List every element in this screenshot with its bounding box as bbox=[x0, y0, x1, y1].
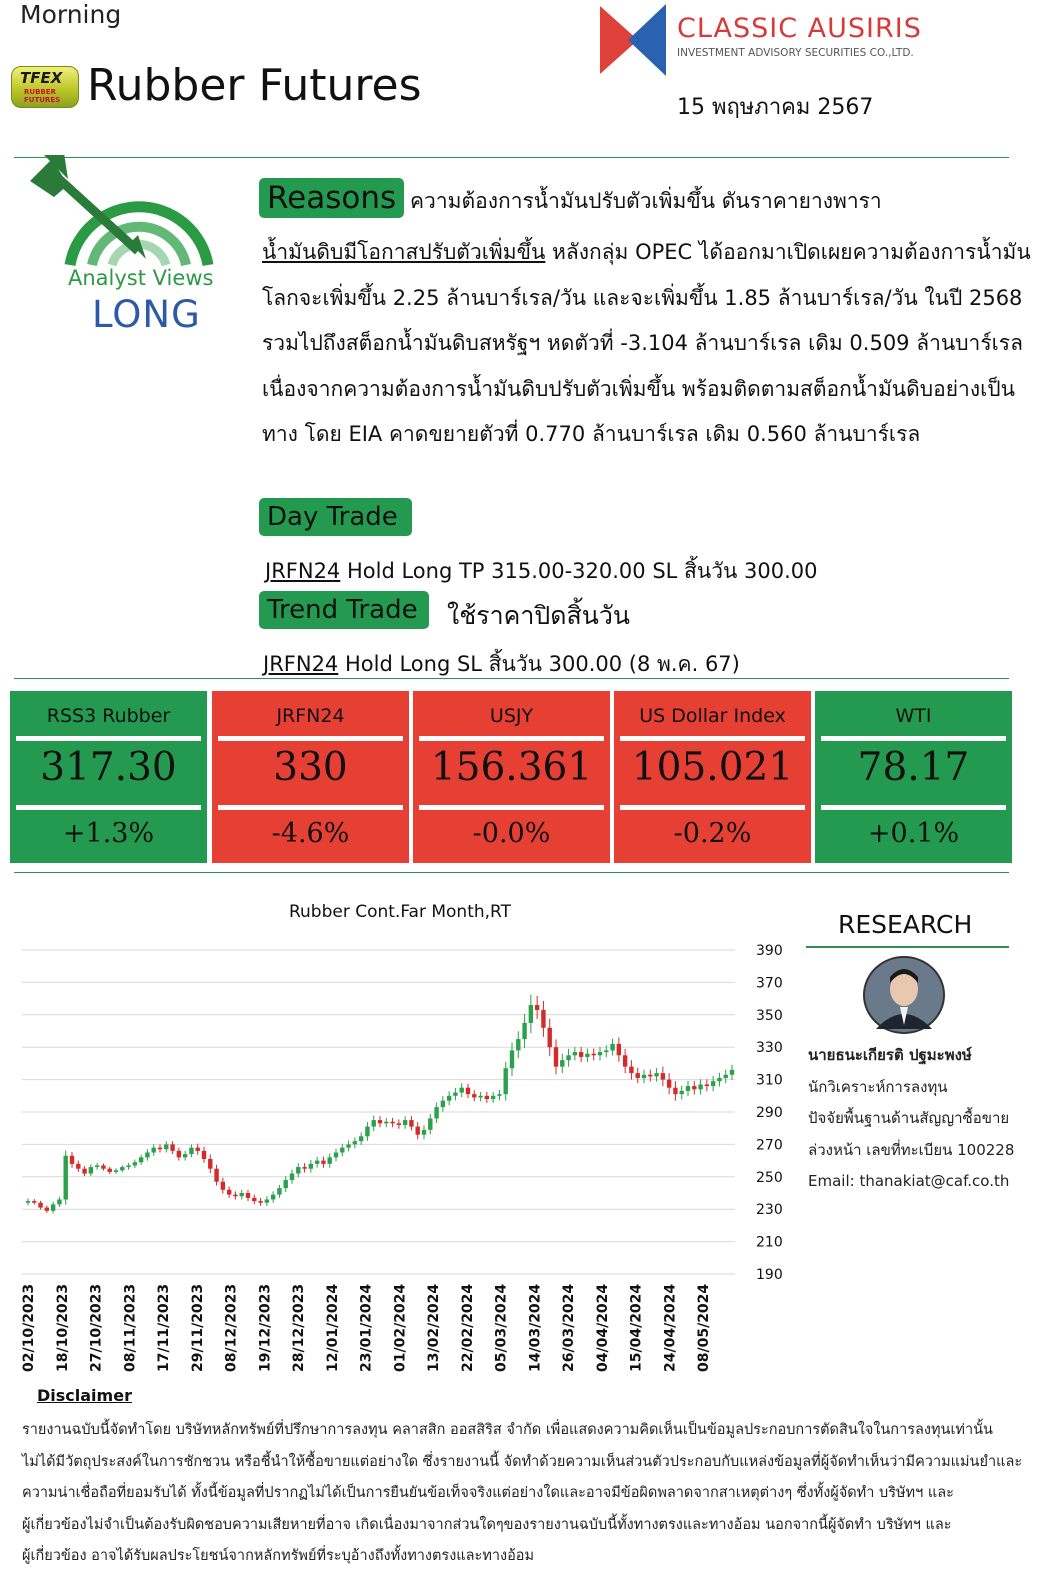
candle-body bbox=[227, 1190, 231, 1195]
y-tick-label: 210 bbox=[756, 1234, 783, 1251]
tile-rss3-rubber bbox=[12, 693, 205, 861]
tfex-rubber-logo bbox=[11, 66, 79, 108]
candle-body bbox=[152, 1148, 156, 1153]
candle-body bbox=[315, 1161, 319, 1164]
reasons-paragraph bbox=[262, 230, 1042, 458]
candle-body bbox=[554, 1047, 558, 1066]
analyst-license: ล่วงหน้า เลขที่ทะเบียน 100228 bbox=[808, 1140, 1015, 1159]
x-tick-label: 02/10/2023 bbox=[21, 1283, 37, 1372]
tile-name: US Dollar Index bbox=[639, 705, 786, 727]
candle-body bbox=[101, 1165, 105, 1168]
candle-body bbox=[604, 1050, 608, 1052]
tile-usjy bbox=[415, 693, 608, 861]
x-tick-label: 29/11/2023 bbox=[189, 1283, 206, 1372]
analyst-email: Email: thanakiat@caf.co.th bbox=[808, 1172, 1010, 1190]
tile-value: 105.021 bbox=[631, 745, 794, 790]
x-tick-label: 22/02/2024 bbox=[459, 1283, 476, 1372]
candle-body bbox=[164, 1144, 168, 1149]
candle-body bbox=[466, 1088, 470, 1094]
candle-body bbox=[221, 1182, 225, 1190]
candle-body bbox=[661, 1073, 665, 1079]
candle-body bbox=[202, 1151, 206, 1159]
candle-body bbox=[680, 1091, 684, 1094]
day-trade-line bbox=[265, 555, 818, 588]
candle-body bbox=[529, 1005, 533, 1023]
candle-body bbox=[535, 1005, 539, 1010]
disclaimer-line: ผู้เกี่ยวข้องไม่จำเป็นต้องรับผิดชอบความเสียหายที่อาจ เกิดเนื่องมาจากส่วนใดๆของรายงานฉบับนี้ทั้งทางตรงและทางอ้อม นอกจากนี้ผู้จัดทำ บริษัทฯ และ bbox=[22, 1516, 952, 1533]
candle-body bbox=[108, 1169, 112, 1172]
x-tick-label: 15/04/2024 bbox=[628, 1283, 645, 1372]
candle-body bbox=[397, 1123, 401, 1125]
candle-body bbox=[76, 1164, 80, 1169]
tile-change: -4.6% bbox=[271, 818, 350, 849]
candle-body bbox=[365, 1127, 369, 1137]
candle-body bbox=[328, 1157, 332, 1163]
candle-body bbox=[560, 1060, 564, 1066]
candle-body bbox=[485, 1096, 489, 1099]
y-tick-label: 390 bbox=[756, 943, 783, 959]
target-dart-icon bbox=[30, 155, 215, 275]
candle-body bbox=[629, 1067, 633, 1073]
candle-body bbox=[416, 1127, 420, 1135]
y-tick-label: 310 bbox=[756, 1072, 783, 1089]
candle-body bbox=[692, 1086, 696, 1089]
candle-body bbox=[38, 1203, 42, 1208]
candle-body bbox=[296, 1167, 300, 1173]
candle-body bbox=[32, 1201, 36, 1203]
tfex-badge-text: TFEX bbox=[20, 69, 63, 87]
candle-body bbox=[642, 1075, 646, 1078]
candle-body bbox=[673, 1088, 677, 1094]
x-tick-label: 27/10/2023 bbox=[88, 1283, 105, 1372]
y-tick-label: 270 bbox=[756, 1137, 783, 1154]
candle-body bbox=[177, 1151, 181, 1157]
tile-name: RSS3 Rubber bbox=[46, 705, 171, 727]
candle-body bbox=[698, 1084, 702, 1089]
x-tick-label: 14/03/2024 bbox=[527, 1283, 544, 1372]
candle-body bbox=[384, 1122, 388, 1124]
candle-body bbox=[214, 1169, 218, 1182]
disclaimer-title: Disclaimer bbox=[37, 1386, 132, 1405]
tile-change: -0.0% bbox=[472, 818, 551, 849]
divider bbox=[14, 872, 1009, 873]
candle-body bbox=[64, 1156, 68, 1200]
tile-jrfn24 bbox=[214, 693, 407, 861]
candle-body bbox=[478, 1096, 482, 1098]
candle-body bbox=[434, 1107, 438, 1118]
trend-trade-line bbox=[263, 648, 740, 681]
y-tick-label: 350 bbox=[756, 1007, 783, 1024]
divider bbox=[14, 678, 1009, 679]
candle-body bbox=[126, 1165, 130, 1167]
candle-body bbox=[277, 1188, 281, 1194]
candle-body bbox=[57, 1199, 61, 1204]
candle-body bbox=[617, 1044, 621, 1055]
candle-body bbox=[233, 1195, 237, 1197]
reasons-lead: น้ำมันดิบมีโอกาสปรับตัวเพิ่มขึ้น bbox=[262, 240, 546, 264]
y-tick-label: 230 bbox=[756, 1202, 783, 1219]
candle-body bbox=[522, 1023, 526, 1039]
candle-body bbox=[724, 1075, 728, 1078]
candle-body bbox=[271, 1195, 275, 1200]
tile-change: -0.2% bbox=[673, 818, 752, 849]
research-underline bbox=[806, 946, 1009, 948]
candle-body bbox=[648, 1075, 652, 1077]
trend-trade-text: Hold Long SL สิ้นวัน 300.00 (8 พ.ค. 67) bbox=[338, 652, 740, 676]
x-tick-label: 28/12/2023 bbox=[291, 1283, 307, 1372]
candle-body bbox=[598, 1052, 602, 1055]
candle-body bbox=[409, 1120, 413, 1126]
page-title: Rubber Futures bbox=[87, 60, 422, 111]
candle-body bbox=[711, 1081, 715, 1086]
candle-body bbox=[378, 1120, 382, 1123]
x-tick-label: 05/03/2024 bbox=[493, 1283, 510, 1372]
candle-body bbox=[579, 1052, 583, 1057]
candle-body bbox=[133, 1162, 137, 1165]
disclaimer-line: ความน่าเชื่อถือที่ยอมรับได้ ทั้งนี้ข้อมูลที่ปรากฏไม่ได้เป็นการยืนยันข้อเท็จจริงแต่อย่างใดและอาจมีข้อผิดพลาดจากสาเหตุต่างๆ ซึ่งทั้งผู้จัดทำ บริษัทฯ และ bbox=[22, 1485, 954, 1501]
tile-value: 156.361 bbox=[430, 745, 593, 790]
brand-name: CLASSIC AUSIRIS bbox=[677, 13, 922, 44]
reasons-body: หลังกลุ่ม OPEC ได้ออกมาเปิดเผยความต้องการน้ำมันโลกจะเพิ่มขึ้น 2.25 ล้านบาร์เรล/วัน และจะเพิ่มขึ้น 1.85 ล้านบาร์เรล/วัน ในปี 2568 รวมไปถึงสต็อกน้ำมันดิบสหรัฐฯ หดตัวที่ -3.104 ล้านบาร์เรล เดิม 0.509 ล้านบาร์เรล เนื่องจากความต้องการน้ำมันดิบปรับตัวเพิ่มขึ้น พร้อมติดตามสต็อกน้ำมันดิบอย่างเป็นทาง โดย EIA คาดขยายตัวที่ 0.770 ล้านบาร์เรล เดิม 0.560 ล้านบาร์เรล bbox=[262, 240, 1031, 446]
research-heading: RESEARCH bbox=[838, 910, 973, 939]
candle-body bbox=[353, 1141, 357, 1144]
candle-body bbox=[114, 1170, 118, 1172]
candle-body bbox=[667, 1080, 671, 1088]
candle-body bbox=[45, 1208, 49, 1211]
analyst-avatar bbox=[862, 955, 946, 1035]
candle-body bbox=[183, 1154, 187, 1157]
analyst-view-long: LONG bbox=[92, 293, 201, 336]
candle-body bbox=[573, 1052, 577, 1055]
tile-us-dollar-index bbox=[616, 693, 809, 861]
x-tick-label: 24/04/2024 bbox=[662, 1283, 679, 1372]
trend-trade-note: ใช้ราคาปิดสิ้นวัน bbox=[447, 601, 630, 630]
x-tick-label: 18/10/2023 bbox=[54, 1283, 71, 1372]
candle-body bbox=[654, 1073, 658, 1076]
candle-body bbox=[189, 1148, 193, 1154]
classic-ausiris-logo-icon bbox=[600, 4, 668, 76]
candle-body bbox=[548, 1028, 552, 1047]
candle-body bbox=[422, 1130, 426, 1135]
candle-body bbox=[240, 1193, 244, 1196]
tile-change: +1.3% bbox=[62, 818, 155, 849]
candle-body bbox=[497, 1094, 501, 1096]
candle-body bbox=[51, 1204, 55, 1210]
trend-trade-symbol: JRFN24 bbox=[263, 652, 339, 676]
x-tick-label: 17/11/2023 bbox=[156, 1283, 172, 1372]
tile-wti bbox=[817, 693, 1010, 861]
candle-body bbox=[120, 1167, 124, 1170]
y-tick-label: 190 bbox=[756, 1267, 783, 1283]
candle-body bbox=[403, 1120, 407, 1125]
candle-body bbox=[258, 1201, 262, 1203]
tile-name: WTI bbox=[895, 705, 932, 727]
x-tick-label: 19/12/2023 bbox=[257, 1283, 274, 1372]
candle-body bbox=[717, 1078, 721, 1081]
candle-body bbox=[346, 1144, 350, 1147]
candle-body bbox=[265, 1199, 269, 1202]
candle-body bbox=[460, 1088, 464, 1093]
candle-body bbox=[610, 1044, 614, 1050]
trend-trade-label: Trend Trade bbox=[259, 591, 429, 629]
candle-body bbox=[705, 1084, 709, 1086]
x-tick-label: 08/12/2023 bbox=[223, 1283, 240, 1372]
tile-value: 78.17 bbox=[857, 745, 970, 790]
candle-body bbox=[441, 1101, 445, 1107]
y-tick-label: 290 bbox=[756, 1105, 783, 1121]
reasons-headline: ความต้องการน้ำมันปรับตัวเพิ่มขึ้น ดันราคายางพารา bbox=[410, 189, 882, 213]
x-tick-label: 01/02/2024 bbox=[392, 1283, 409, 1372]
candle-body bbox=[145, 1153, 149, 1158]
candle-body bbox=[340, 1148, 344, 1153]
chart-title: Rubber Cont.Far Month,RT bbox=[288, 902, 512, 922]
candle-body bbox=[208, 1159, 212, 1169]
candle-body bbox=[309, 1164, 313, 1169]
x-tick-label: 12/01/2024 bbox=[324, 1283, 341, 1372]
x-tick-label: 08/05/2024 bbox=[696, 1283, 712, 1372]
tile-name: USJY bbox=[489, 705, 534, 727]
candle-body bbox=[566, 1055, 570, 1060]
disclaimer-text bbox=[22, 1415, 1032, 1573]
x-tick-label: 23/01/2024 bbox=[358, 1283, 375, 1372]
y-tick-label: 330 bbox=[756, 1040, 783, 1057]
candle-body bbox=[284, 1180, 288, 1188]
candle-body bbox=[196, 1148, 200, 1151]
candle-body bbox=[623, 1055, 627, 1066]
y-tick-label: 370 bbox=[756, 975, 783, 992]
candle-body bbox=[89, 1167, 93, 1173]
reasons-label: Reasons bbox=[259, 178, 404, 218]
tile-name: JRFN24 bbox=[276, 705, 345, 727]
candle-body bbox=[504, 1068, 508, 1094]
candle-body bbox=[170, 1144, 174, 1150]
candle-body bbox=[636, 1073, 640, 1078]
x-tick-label: 26/03/2024 bbox=[561, 1283, 577, 1372]
candle-body bbox=[302, 1167, 306, 1169]
tile-value: 330 bbox=[273, 745, 348, 790]
candle-body bbox=[510, 1050, 514, 1068]
x-tick-label: 13/02/2024 bbox=[426, 1283, 442, 1372]
x-tick-label: 04/04/2024 bbox=[594, 1283, 611, 1372]
candle-body bbox=[26, 1201, 30, 1203]
candle-body bbox=[252, 1198, 256, 1201]
candle-body bbox=[290, 1174, 294, 1180]
analyst-info bbox=[808, 1040, 1014, 1198]
analyst-specialty: ปัจจัยพื้นฐานด้านสัญญาซื้อขาย bbox=[808, 1109, 1010, 1127]
analyst-views-label: Analyst Views bbox=[68, 266, 214, 290]
candle-body bbox=[541, 1010, 545, 1028]
day-trade-symbol: JRFN24 bbox=[265, 559, 341, 583]
disclaimer-line: รายงานฉบับนี้จัดทำโดย บริษัทหลักทรัพย์ที่ปรึกษาการลงทุน คลาสสิก ออสสิริส จำกัด เพื่อแสดงความคิดเห็นเป็นข้อมูลประกอบการตัดสินใจในการลงทุนเท่านั้น bbox=[22, 1422, 993, 1438]
analyst-name: นายธนะเกียรติ ปฐมะพงษ์ bbox=[808, 1046, 972, 1064]
x-tick-label: 08/11/2023 bbox=[122, 1283, 139, 1372]
disclaimer-line: ผู้เกี่ยวข้อง อาจได้รับผลประโยชน์จากหลักทรัพย์ที่ระบุอ้างถึงทั้งทางตรงและทางอ้อม bbox=[22, 1548, 535, 1564]
day-trade-text: Hold Long TP 315.00-320.00 SL สิ้นวัน 300.00 bbox=[340, 559, 818, 583]
candle-body bbox=[585, 1054, 589, 1057]
tile-change: +0.1% bbox=[867, 818, 960, 849]
candle-body bbox=[453, 1093, 457, 1096]
tfex-badge-subtext: RUBBER FUTURES bbox=[24, 88, 61, 104]
disclaimer-line: ไม่ได้มีวัตถุประสงค์ในการชักชวน หรือชี้นำให้ซื้อขายแต่อย่างใด ซึ่งรายงานนี้ จัดทำด้วยความเห็นส่วนตัวประกอบกับแหล่งข้อมูลที่ผู้จัดทำเห็นว่ามีความแม่นยำและ bbox=[22, 1453, 1023, 1470]
brand-subtitle: INVESTMENT ADVISORY SECURITIES CO.,LTD. bbox=[677, 47, 914, 59]
candle-body bbox=[334, 1153, 338, 1158]
candle-body bbox=[730, 1070, 734, 1075]
candle-body bbox=[82, 1169, 86, 1174]
candle-body bbox=[516, 1039, 520, 1050]
candle-body bbox=[686, 1086, 690, 1091]
candle-body bbox=[139, 1157, 143, 1162]
candle-body bbox=[447, 1096, 451, 1101]
candle-body bbox=[592, 1054, 596, 1056]
y-tick-label: 250 bbox=[756, 1169, 783, 1186]
candle-body bbox=[428, 1118, 432, 1129]
day-trade-label: Day Trade bbox=[259, 498, 412, 536]
candle-body bbox=[372, 1120, 376, 1126]
analyst-role: นักวิเคราะห์การลงทุน bbox=[808, 1077, 948, 1096]
candle-body bbox=[70, 1156, 74, 1164]
candle-body bbox=[359, 1136, 363, 1141]
candle-body bbox=[95, 1165, 99, 1167]
candle-body bbox=[246, 1193, 250, 1198]
session-label: Morning bbox=[20, 0, 122, 29]
candle-body bbox=[390, 1122, 394, 1124]
candle-body bbox=[491, 1096, 495, 1099]
tile-value: 317.30 bbox=[40, 745, 177, 790]
rubber-price-chart bbox=[0, 890, 800, 1380]
candle-body bbox=[158, 1148, 162, 1150]
report-date: 15 พฤษภาคม 2567 bbox=[677, 95, 874, 120]
candle-body bbox=[472, 1094, 476, 1097]
candle-body bbox=[321, 1161, 325, 1164]
